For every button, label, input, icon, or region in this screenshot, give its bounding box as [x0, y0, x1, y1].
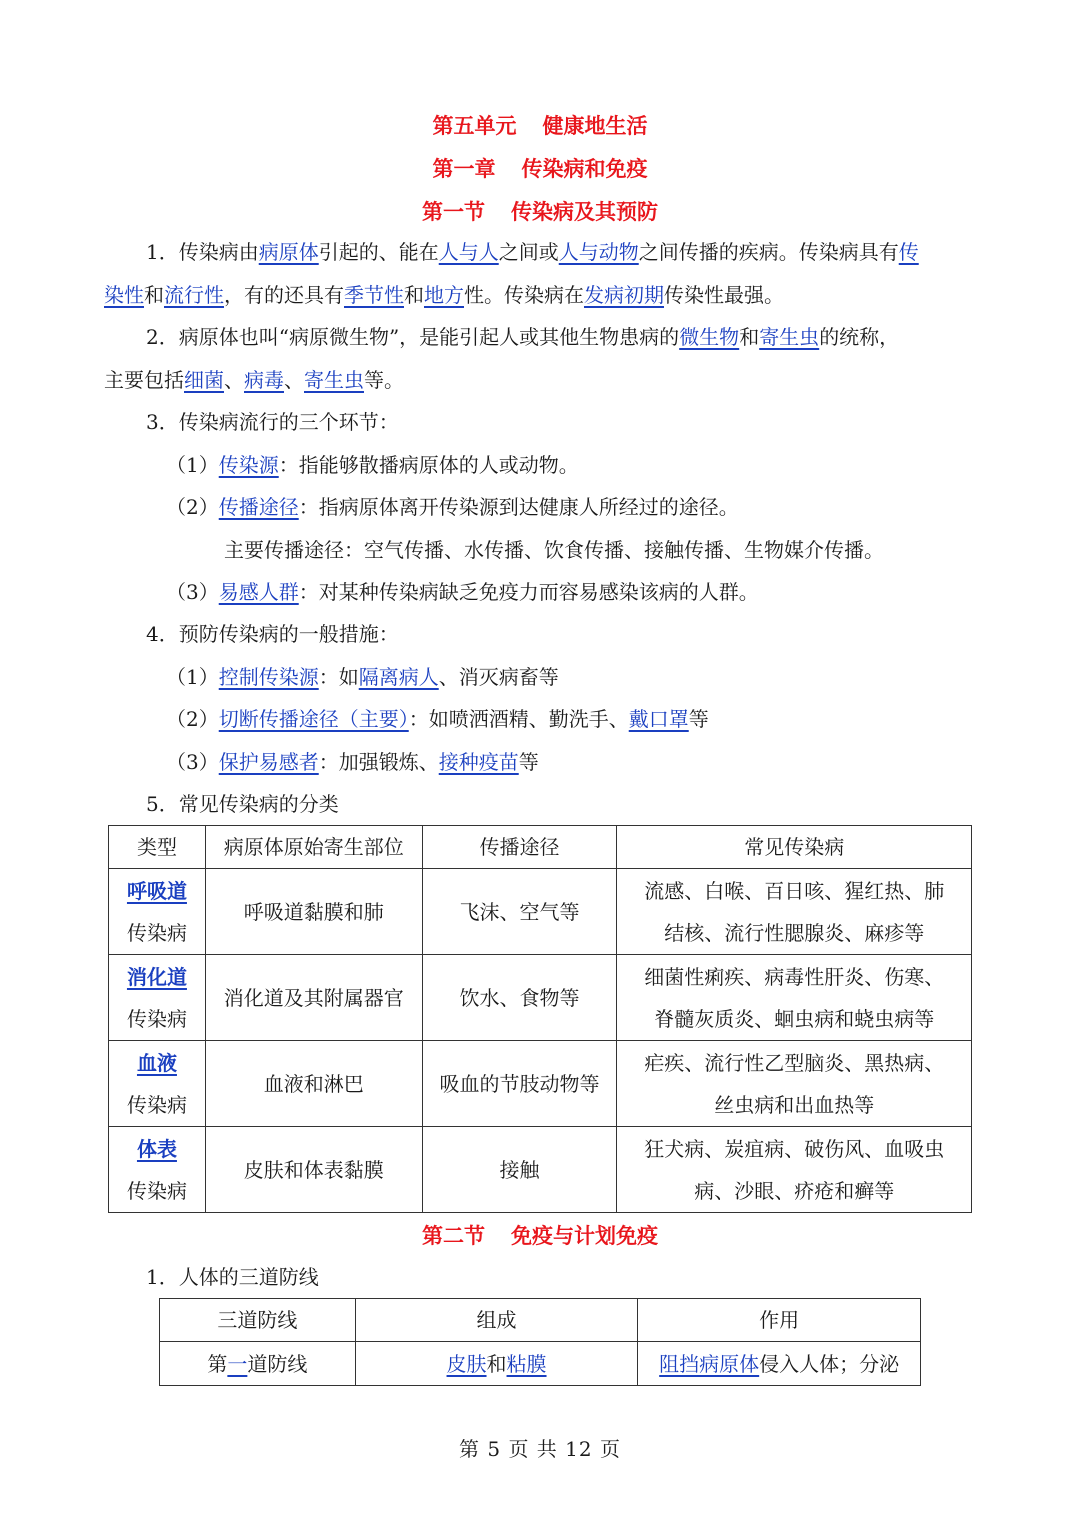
p4-title: 4．预防传染病的一般措施：	[146, 622, 399, 646]
text: （1）	[166, 453, 219, 477]
key-term: 保护易感者	[218, 750, 319, 774]
p3-item2-routes: 主要传播途径：空气传播、水传播、饮食传播、接触传播、生物媒介传播。	[224, 538, 884, 562]
key-term: 易感人群	[218, 580, 299, 604]
route-cell: 飞沫、空气等	[422, 869, 617, 955]
site-cell: 血液和淋巴	[205, 1041, 422, 1127]
text: 疟疾、流行性乙型脑炎、黑热病、	[644, 1050, 945, 1075]
text: 、	[284, 368, 304, 392]
key-term: 人与人	[438, 240, 499, 264]
text: （3）	[166, 750, 219, 774]
text: 等。	[364, 368, 404, 392]
table-header: 组成	[355, 1299, 638, 1342]
key-term: 细菌	[184, 368, 224, 392]
text: 等	[518, 750, 539, 774]
key-term: 体表	[136, 1136, 177, 1161]
page-number: 第 5 页 共 12 页	[459, 1437, 621, 1461]
text: 等	[688, 707, 709, 731]
text: ：指能够散播病原体的人或动物。	[278, 453, 579, 477]
p3-item3	[166, 577, 759, 607]
key-term: 戴口罩	[628, 707, 689, 731]
text: 、消灭病畜等	[438, 665, 559, 689]
text: ，有的还具有	[224, 283, 344, 307]
key-term: 流行性	[164, 283, 224, 307]
text: ：如喷洒酒精、勤洗手、	[408, 707, 629, 731]
p4-item1	[166, 662, 559, 692]
diseases-cell	[617, 869, 972, 955]
type-cell	[109, 1041, 206, 1127]
key-term: 病毒	[244, 368, 284, 392]
section2-name: 免疫与计划免疫	[511, 1224, 658, 1248]
section1-title	[0, 196, 1080, 226]
key-term: 季节性	[344, 283, 404, 307]
table-row	[160, 1342, 921, 1386]
table-header: 类型	[109, 826, 206, 869]
section2-title	[0, 1220, 1080, 1250]
chapter-name: 传染病和免疫	[521, 157, 648, 181]
text: 传染病	[126, 920, 187, 945]
key-term: 隔离病人	[358, 665, 439, 689]
text: 流感、白喉、百日咳、猩红热、肺	[644, 878, 945, 903]
key-term: 控制传染源	[218, 665, 319, 689]
type-cell	[109, 1127, 206, 1213]
unit-title	[0, 110, 1080, 140]
section2-number: 第二节	[422, 1224, 485, 1248]
text: ：如	[318, 665, 359, 689]
function-cell	[638, 1342, 921, 1386]
route-cell: 接触	[422, 1127, 617, 1213]
key-term: 发病初期	[584, 283, 664, 307]
site-cell: 消化道及其附属器官	[205, 955, 422, 1041]
table-header: 三道防线	[160, 1299, 356, 1342]
route-cell: 饮水、食物等	[422, 955, 617, 1041]
site-cell: 呼吸道黏膜和肺	[205, 869, 422, 955]
diseases-cell	[617, 955, 972, 1041]
text: 和	[144, 283, 164, 307]
text: ：指病原体离开传染源到达健康人所经过的途径。	[298, 495, 739, 519]
text: 之间传播的疾病。传染病具有	[638, 240, 899, 264]
text: 传染病	[126, 1178, 187, 1203]
text: 细菌性痢疾、病毒性肝炎、伤寒、	[644, 964, 945, 989]
key-term: 切断传播途径（主要）	[218, 707, 409, 731]
disease-classification-table	[108, 825, 972, 1213]
text: 引起的、能在	[318, 240, 439, 264]
text: 传染病	[126, 1092, 187, 1117]
unit-name: 健康地生活	[542, 114, 648, 138]
p3-item1	[166, 450, 579, 480]
table-header-row	[109, 826, 972, 869]
key-term: 传染源	[218, 453, 279, 477]
text: （3）	[166, 580, 219, 604]
p2-line2	[104, 365, 404, 395]
site-cell: 皮肤和体表黏膜	[205, 1127, 422, 1213]
text: 和	[739, 325, 760, 349]
text: （2）	[166, 495, 219, 519]
key-term: 人与动物	[558, 240, 639, 264]
p2-line1	[146, 322, 899, 352]
table-row	[109, 1127, 972, 1213]
text: 2．病原体也叫“病原微生物”，是能引起人或其他生物患病的	[146, 325, 680, 349]
text: 之间或	[498, 240, 559, 264]
key-term: 接种疫苗	[438, 750, 519, 774]
s2-title: 1．人体的三道防线	[146, 1265, 319, 1289]
text: 侵入人体；分泌	[759, 1351, 900, 1376]
key-term: 传播途径	[218, 495, 299, 519]
table-row	[109, 955, 972, 1041]
table-header: 传播途径	[422, 826, 617, 869]
text: （2）	[166, 707, 219, 731]
composition-cell	[355, 1342, 638, 1386]
text: 主要包括	[104, 368, 184, 392]
p4-item3	[166, 747, 539, 777]
text: 丝虫病和出血热等	[714, 1092, 875, 1117]
type-cell	[109, 869, 206, 955]
route-cell: 吸血的节肢动物等	[422, 1041, 617, 1127]
key-term: 血液	[136, 1050, 177, 1075]
table-row	[109, 1041, 972, 1127]
text: 第	[207, 1351, 228, 1376]
key-term: 粘膜	[506, 1351, 547, 1376]
text: 道防线	[247, 1351, 308, 1376]
table-row	[109, 869, 972, 955]
chapter-number: 第一章	[432, 157, 496, 181]
key-term: 皮肤	[446, 1351, 487, 1376]
diseases-cell	[617, 1041, 972, 1127]
p3-title: 3．传染病流行的三个环节：	[146, 410, 399, 434]
defense-line-cell	[160, 1342, 356, 1386]
key-term: 地方	[424, 283, 464, 307]
text: 结核、流行性腮腺炎、麻疹等	[664, 920, 925, 945]
p4-item2	[166, 704, 709, 734]
text: ：对某种传染病缺乏免疫力而容易感染该病的人群。	[298, 580, 759, 604]
text: 、	[224, 368, 244, 392]
section1-number: 第一节	[422, 200, 485, 224]
key-term: 染性	[104, 283, 144, 307]
chapter-title	[0, 153, 1080, 183]
text: 性。传染病在	[464, 283, 584, 307]
p5-title: 5．常见传染病的分类	[146, 792, 339, 816]
text: （1）	[166, 665, 219, 689]
text: 的统称，	[819, 325, 900, 349]
table-header: 病原体原始寄生部位	[205, 826, 422, 869]
key-term: 寄生虫	[759, 325, 820, 349]
key-term: 微生物	[679, 325, 740, 349]
text: 狂犬病、炭疽病、破伤风、血吸虫	[644, 1136, 945, 1161]
table-header: 作用	[638, 1299, 921, 1342]
text: 1．传染病由	[146, 240, 259, 264]
text: 传染病	[126, 1006, 187, 1031]
text: ：加强锻炼、	[318, 750, 439, 774]
key-term: 一	[227, 1351, 248, 1376]
key-term: 传	[898, 240, 919, 264]
section1-name: 传染病及其预防	[511, 200, 658, 224]
text: 脊髓灰质炎、蛔虫病和蛲虫病等	[654, 1006, 935, 1031]
text: 传染性最强。	[664, 283, 784, 307]
key-term: 寄生虫	[304, 368, 364, 392]
text: 和	[404, 283, 424, 307]
diseases-cell	[617, 1127, 972, 1213]
p1-line2	[104, 280, 784, 310]
key-term: 消化道	[126, 964, 187, 989]
p1-line1	[146, 237, 919, 267]
text: 病、沙眼、疥疮和癣等	[694, 1178, 895, 1203]
key-term: 病原体	[258, 240, 319, 264]
p3-item2	[166, 492, 739, 522]
defense-lines-table	[159, 1298, 921, 1386]
table-header-row	[160, 1299, 921, 1342]
text: 和	[486, 1351, 507, 1376]
type-cell	[109, 955, 206, 1041]
table-header: 常见传染病	[617, 826, 972, 869]
unit-number: 第五单元	[432, 114, 517, 138]
key-term: 呼吸道	[126, 878, 187, 903]
key-term: 阻挡病原体	[659, 1351, 760, 1376]
